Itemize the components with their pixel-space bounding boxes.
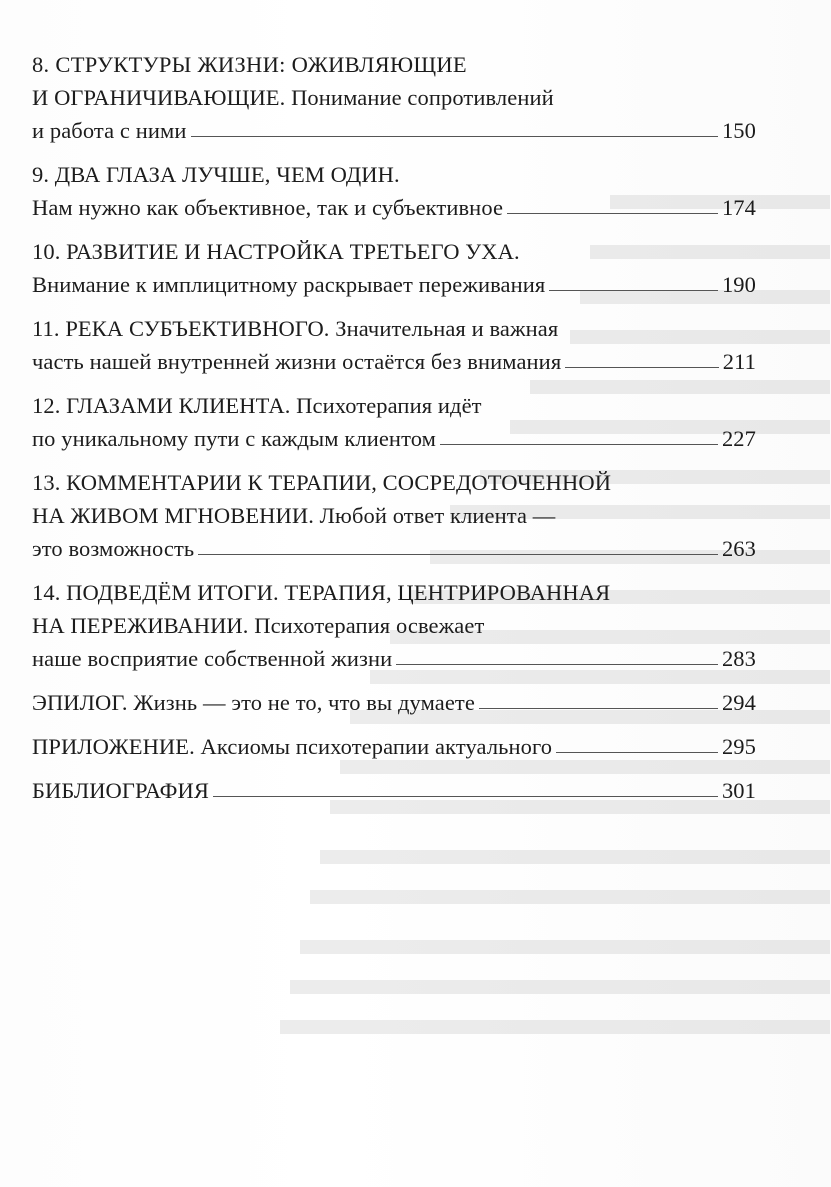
leader-line	[556, 751, 718, 753]
page-number: 174	[721, 195, 756, 220]
leader-line	[479, 707, 718, 709]
toc-entry-text: БИБЛИОГРАФИЯ	[32, 778, 209, 803]
toc-entry-last-line	[32, 422, 756, 455]
leader-line	[191, 135, 718, 137]
toc-entry-11	[32, 312, 756, 378]
page-number: 263	[721, 536, 756, 561]
toc-entry-text: часть нашей внутренней жизни остаётся без внимания	[32, 349, 562, 374]
leader-line	[198, 553, 718, 555]
toc-entry-text: по уникальному пути с каждым клиентом	[32, 426, 436, 451]
toc-entry-last-line	[32, 642, 756, 675]
toc-entry-last-line	[32, 114, 756, 147]
toc-entry-last-line	[32, 268, 756, 301]
toc-entry-13	[32, 466, 756, 565]
page-number: 190	[721, 272, 756, 297]
toc-entry-title-line: 13. КОММЕНТАРИИ К ТЕРАПИИ, СОСРЕДОТОЧЕННОЙ	[32, 470, 612, 495]
leader-line	[565, 366, 719, 368]
toc-entry-title-line: НА ПЕРЕЖИВАНИИ. Психотерапия освежает	[32, 613, 485, 638]
page-number: 227	[721, 426, 756, 451]
toc-entry-last-line	[32, 730, 756, 763]
toc-entry-title-line: 9. ДВА ГЛАЗА ЛУЧШЕ, ЧЕМ ОДИН.	[32, 162, 400, 187]
table-of-contents	[32, 48, 756, 818]
toc-entry-title-line: 10. РАЗВИТИЕ И НАСТРОЙКА ТРЕТЬЕГО УХА.	[32, 239, 520, 264]
toc-entry-text: Нам нужно как объективное, так и субъективное	[32, 195, 504, 220]
toc-entry-title-line: 12. ГЛАЗАМИ КЛИЕНТА. Психотерапия идёт	[32, 393, 482, 418]
toc-entry-appendix	[32, 730, 756, 763]
leader-line	[213, 795, 718, 797]
toc-entry-12	[32, 389, 756, 455]
page-number: 211	[722, 349, 756, 374]
leader-line	[440, 443, 718, 445]
toc-entry-bibliography	[32, 774, 756, 807]
toc-entry-14	[32, 576, 756, 675]
toc-entry-last-line	[32, 191, 756, 224]
toc-entry-9	[32, 158, 756, 224]
toc-entry-last-line	[32, 686, 756, 719]
page-number: 294	[721, 690, 756, 715]
toc-entry-8	[32, 48, 756, 147]
page-number: 301	[721, 778, 756, 803]
toc-entry-title-line: И ОГРАНИЧИВАЮЩИЕ. Понимание сопротивлений	[32, 85, 554, 110]
toc-entry-epilogue	[32, 686, 756, 719]
toc-entry-title-line: 14. ПОДВЕДЁМ ИТОГИ. ТЕРАПИЯ, ЦЕНТРИРОВАННАЯ	[32, 580, 611, 605]
page-number: 283	[721, 646, 756, 671]
toc-entry-text: и работа с ними	[32, 118, 187, 143]
toc-entry-last-line	[32, 345, 756, 378]
toc-entry-text: Внимание к имплицитному раскрывает переживания	[32, 272, 546, 297]
toc-entry-text: наше восприятие собственной жизни	[32, 646, 393, 671]
toc-entry-text: это возможность	[32, 536, 195, 561]
toc-entry-text: ЭПИЛОГ. Жизнь — это не то, что вы думаете	[32, 690, 475, 715]
toc-entry-last-line	[32, 774, 756, 807]
toc-entry-last-line	[32, 532, 756, 565]
page-number: 295	[721, 734, 756, 759]
leader-line	[507, 212, 718, 214]
leader-line	[549, 289, 718, 291]
toc-entry-title-line: 8. СТРУКТУРЫ ЖИЗНИ: ОЖИВЛЯЮЩИЕ	[32, 52, 467, 77]
leader-line	[396, 663, 718, 665]
page-number: 150	[721, 118, 756, 143]
toc-entry-title-line: НА ЖИВОМ МГНОВЕНИИ. Любой ответ клиента —	[32, 503, 556, 528]
toc-entry-text: ПРИЛОЖЕНИЕ. Аксиомы психотерапии актуального	[32, 734, 553, 759]
toc-entry-10	[32, 235, 756, 301]
toc-entry-title-line: 11. РЕКА СУБЪЕКТИВНОГО. Значительная и важная	[32, 316, 559, 341]
